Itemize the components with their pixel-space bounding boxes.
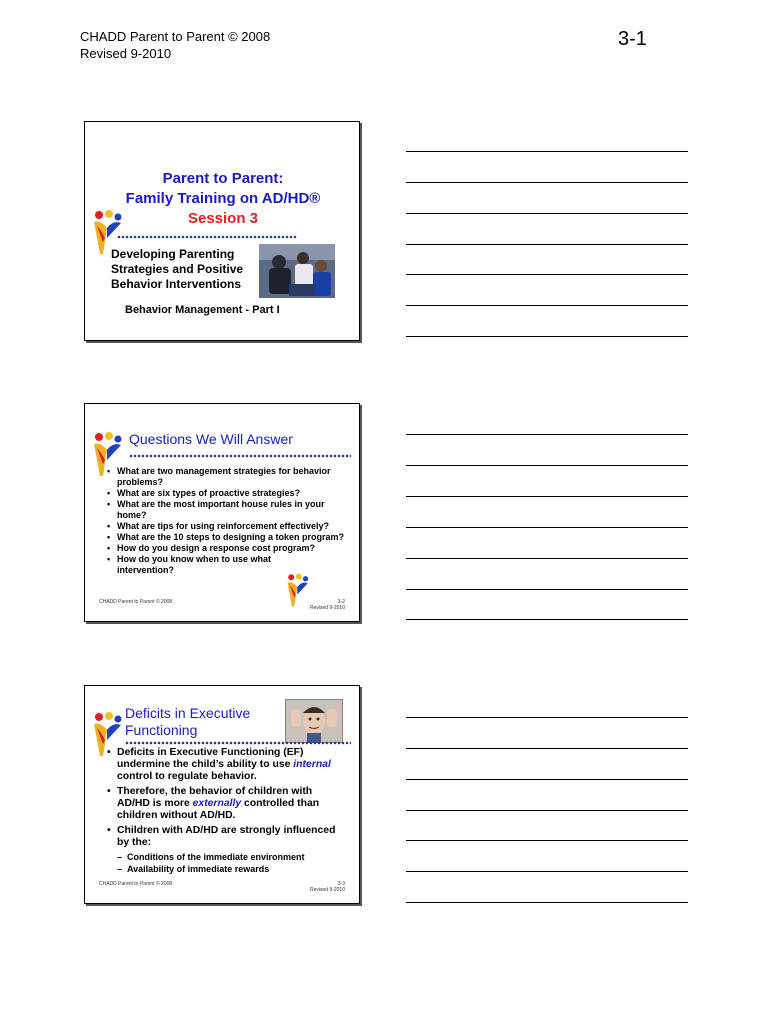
note-line — [406, 336, 688, 337]
sub-list-item: – Conditions of the immediate environment — [117, 851, 347, 863]
list-item: • What are the most important house rules in your home? — [107, 499, 347, 521]
list-item: • How do you design a response cost program? — [107, 543, 347, 554]
list-item: • What are tips for using reinforcement effectively? — [107, 521, 347, 532]
header-line-2: Revised 9-2010 — [80, 46, 172, 61]
subtitle-line-2: Strategies and Positive — [111, 262, 244, 276]
header-line-1: CHADD Parent to Parent © 2008 — [80, 29, 271, 44]
note-line — [406, 840, 688, 841]
slide-3-revised: Revised 9-2010 — [309, 887, 345, 893]
list-item: • What are two management strategies for behavior problems? — [107, 466, 347, 488]
note-line — [406, 558, 688, 559]
slide-1-title-line-1: Parent to Parent: — [162, 170, 284, 187]
slide-1-topic: Behavior Management - Part I — [125, 304, 280, 316]
dotted-divider — [125, 741, 351, 745]
slide-3-number: 3-3 — [337, 881, 345, 887]
dotted-divider — [129, 454, 351, 458]
note-line — [406, 274, 688, 275]
slide-1-title-line-2: Family Training on AD/HD® — [125, 190, 321, 207]
child-photo — [285, 699, 343, 743]
subtitle-line-1: Developing Parenting — [111, 247, 235, 261]
bullet-2-text-start: Therefore, the behavior of children with AD/HD is more — [117, 786, 313, 809]
slide-1-title — [85, 169, 361, 229]
note-line — [406, 527, 688, 528]
slide-2 — [84, 403, 360, 622]
slide-1 — [84, 121, 360, 341]
header-text — [80, 28, 270, 62]
note-line — [406, 810, 688, 811]
note-line — [406, 434, 688, 435]
slide-1-session: Session 3 — [187, 210, 259, 227]
slide-3-footer-right — [310, 881, 345, 893]
dotted-divider — [117, 235, 297, 239]
list-item — [107, 786, 347, 822]
page-number: 3-1 — [618, 28, 647, 50]
slide-3-footer-left: CHADD Parent to Parent © 2008 — [99, 881, 173, 887]
note-line — [406, 182, 688, 183]
list-item: • What are the 10 steps to designing a token program? — [107, 532, 347, 543]
list-item — [107, 747, 347, 783]
note-line — [406, 748, 688, 749]
note-line — [406, 717, 688, 718]
note-line — [406, 465, 688, 466]
bullet-1-text-end: control to regulate behavior. — [117, 771, 257, 782]
slide-3-title — [125, 705, 250, 739]
bullet-1-text-start: Deficits in Executive Functioning (EF) undermine the child’s ability to use — [117, 747, 304, 770]
note-line — [406, 151, 688, 152]
note-line — [406, 871, 688, 872]
deficits-list — [107, 747, 347, 875]
bullet-3-text: Children with AD/HD are strongly influenced by the: — [117, 825, 336, 848]
note-line — [406, 496, 688, 497]
family-photo — [259, 244, 335, 298]
slide-1-subtitle — [111, 247, 243, 292]
slide-2-footer-left: CHADD Parent to Parent © 2008 — [99, 599, 173, 605]
slide-3 — [84, 685, 360, 904]
chadd-logo-icon — [285, 572, 311, 608]
list-item: • What are six types of proactive strategies? — [107, 488, 347, 499]
note-line — [406, 902, 688, 903]
sub-list — [117, 851, 347, 875]
bullet-2-text-end: controlled than children without AD/HD. — [117, 798, 320, 821]
note-line — [406, 244, 688, 245]
slide-2-number: 3-2 — [337, 599, 345, 605]
slide-3-title-line-1: Deficits in Executive — [125, 705, 251, 721]
note-line — [406, 589, 688, 590]
emphasis-externally: externally — [192, 798, 242, 809]
subtitle-line-3: Behavior Interventions — [111, 277, 242, 291]
slide-2-revised: Revised 9-2010 — [309, 605, 345, 611]
list-item: • How do you know when to use what intervention? — [107, 554, 347, 576]
note-line — [406, 213, 688, 214]
slide-3-title-line-2: Functioning — [125, 722, 198, 738]
slide-2-footer-right — [310, 599, 345, 611]
sub-list-item: – Availability of immediate rewards — [117, 863, 347, 875]
note-line — [406, 779, 688, 780]
note-line — [406, 305, 688, 306]
slide-2-title: Questions We Will Answer — [129, 431, 293, 447]
emphasis-internal: internal — [293, 759, 331, 770]
note-line — [406, 619, 688, 620]
list-item — [107, 825, 347, 875]
question-list — [107, 466, 347, 576]
